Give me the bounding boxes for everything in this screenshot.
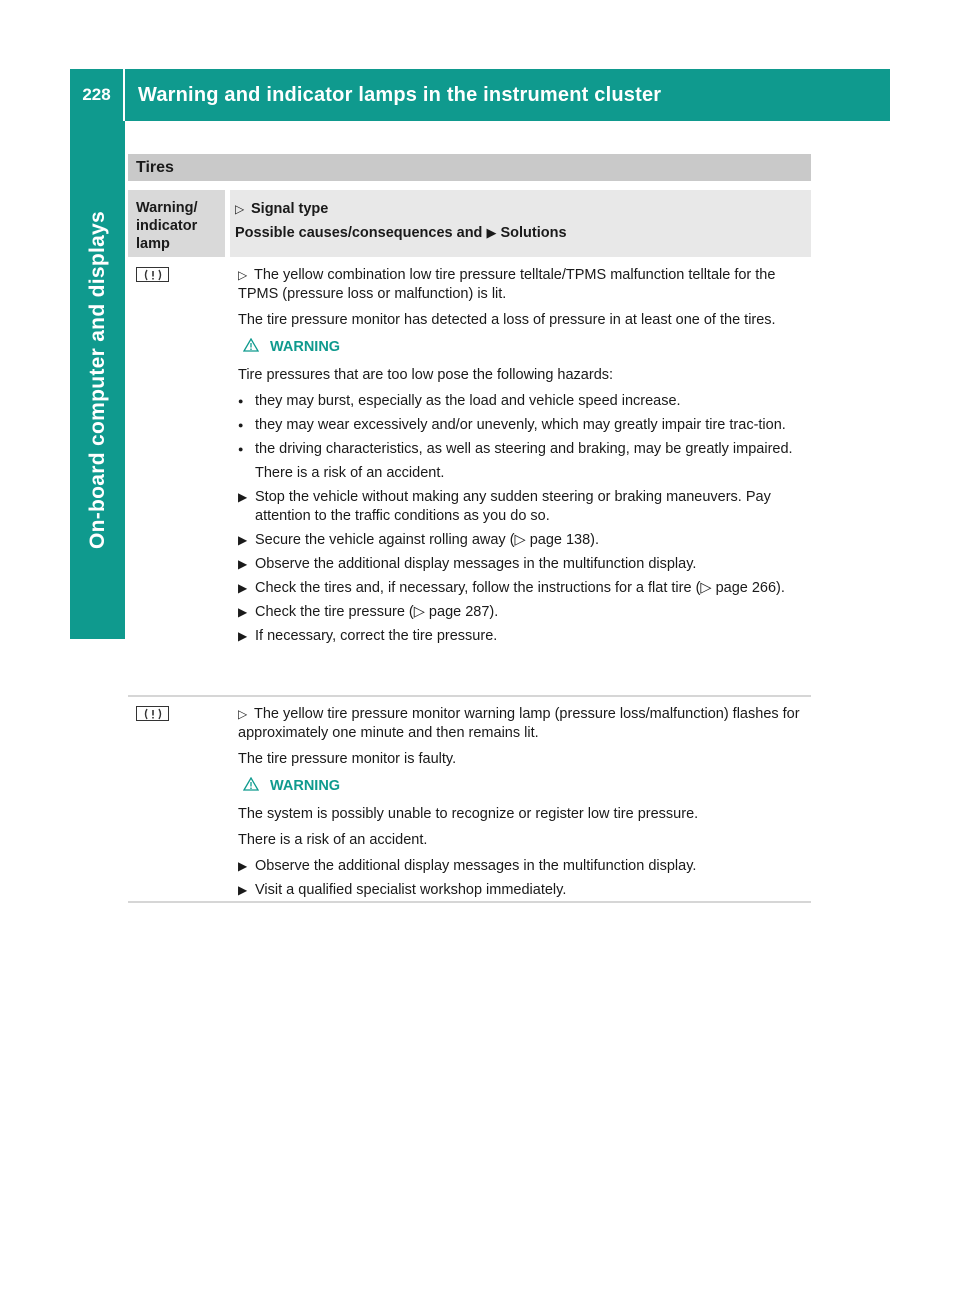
column-header-lamp-label: Warning/ indicator lamp	[136, 200, 198, 252]
side-tab-label: On-board computer and displays	[86, 210, 109, 550]
warning-heading	[238, 338, 806, 357]
warning-label: WARNING	[270, 339, 341, 355]
warning-label: WARNING	[270, 778, 341, 794]
risk-text: There is a risk of an accident.	[255, 465, 445, 481]
action-arrow-icon: ▶	[238, 557, 248, 571]
signal-type-label: Signal type	[251, 201, 329, 217]
section-title: Tires	[128, 154, 811, 181]
action-arrow-icon: ▶	[238, 629, 248, 643]
row-content	[238, 266, 806, 651]
column-header-lamp	[128, 190, 225, 257]
page-number: 228	[70, 69, 125, 121]
row-divider	[128, 901, 811, 903]
bullet-icon: ●	[238, 420, 244, 430]
action-arrow-icon: ▶	[238, 533, 248, 547]
row-divider	[128, 695, 811, 697]
triangle-icon: ▷	[238, 268, 248, 282]
solutions-label: Solutions	[500, 225, 567, 241]
tire-pressure-warning-icon	[136, 267, 169, 282]
chapter-title: Warning and indicator lamps in the instrument cluster	[138, 83, 662, 106]
action-arrow-icon: ▶	[238, 883, 248, 897]
tire-pressure-warning-icon	[136, 706, 169, 721]
action-arrow-icon: ▶	[238, 581, 248, 595]
row-content	[238, 705, 806, 905]
action-item: ▶ Secure the vehicle against rolling away (▷ page 138).	[238, 532, 600, 548]
warning-intro: Tire pressures that are too low pose the following hazards:	[238, 367, 614, 383]
triangle-icon: ▷	[238, 707, 248, 721]
bullet-icon: ●	[238, 396, 244, 406]
action-arrow-icon: ▶	[486, 225, 497, 240]
column-header-signal	[230, 190, 811, 257]
warning-triangle-icon	[238, 338, 270, 357]
bullet-icon: ●	[238, 444, 244, 454]
action-item: ▶ Check the tire pressure (▷ page 287).	[238, 604, 499, 620]
list-item: ● they may wear excessively and/or unevenly, which may greatly impair tire trac-tion.	[238, 417, 786, 433]
signal-text: ▷ The yellow combination low tire pressure telltale/TPMS malfunction telltale for the TPMS (pressure loss or malfunction) is lit.	[238, 267, 776, 302]
warning-triangle-icon	[238, 777, 270, 796]
signal-text: ▷ The yellow tire pressure monitor warning lamp (pressure loss/malfunction) flashes for approximately one minute and then remains lit.	[238, 706, 800, 741]
cause-text: The tire pressure monitor is faulty.	[238, 751, 457, 767]
list-item: ● the driving characteristics, as well as steering and braking, may be greatly impaired. There is a risk of an accident.	[238, 440, 806, 483]
risk-text: There is a risk of an accident.	[238, 832, 428, 848]
chapter-header	[70, 69, 890, 121]
warning-text: The system is possibly unable to recognize or register low tire pressure.	[238, 806, 699, 822]
action-item: ▶ Check the tires and, if necessary, follow the instructions for a flat tire (▷ page 266).	[238, 580, 785, 596]
causes-solutions-header	[235, 221, 811, 245]
action-item: ▶ Observe the additional display messages in the multifunction display.	[238, 858, 697, 874]
warning-heading	[238, 777, 806, 796]
cause-text: The tire pressure monitor has detected a loss of pressure in at least one of the tires.	[238, 312, 776, 328]
action-arrow-icon: ▶	[238, 605, 248, 619]
action-item: ▶ If necessary, correct the tire pressure.	[238, 628, 498, 644]
action-arrow-icon: ▶	[238, 859, 248, 873]
table-header	[128, 190, 811, 257]
action-arrow-icon: ▶	[238, 490, 248, 504]
action-item: ▶ Observe the additional display messages in the multifunction display.	[238, 556, 697, 572]
triangle-icon: ▷	[235, 202, 245, 216]
list-item: ● they may burst, especially as the load and vehicle speed increase.	[238, 393, 681, 409]
action-item: ▶ Stop the vehicle without making any sudden steering or braking maneuvers. Pay attention to the traffic conditions as you do so.	[238, 489, 771, 524]
signal-type-header	[235, 198, 811, 221]
causes-label: Possible causes/consequences and	[235, 225, 483, 241]
action-item: ▶ Visit a qualified specialist workshop immediately.	[238, 882, 567, 898]
